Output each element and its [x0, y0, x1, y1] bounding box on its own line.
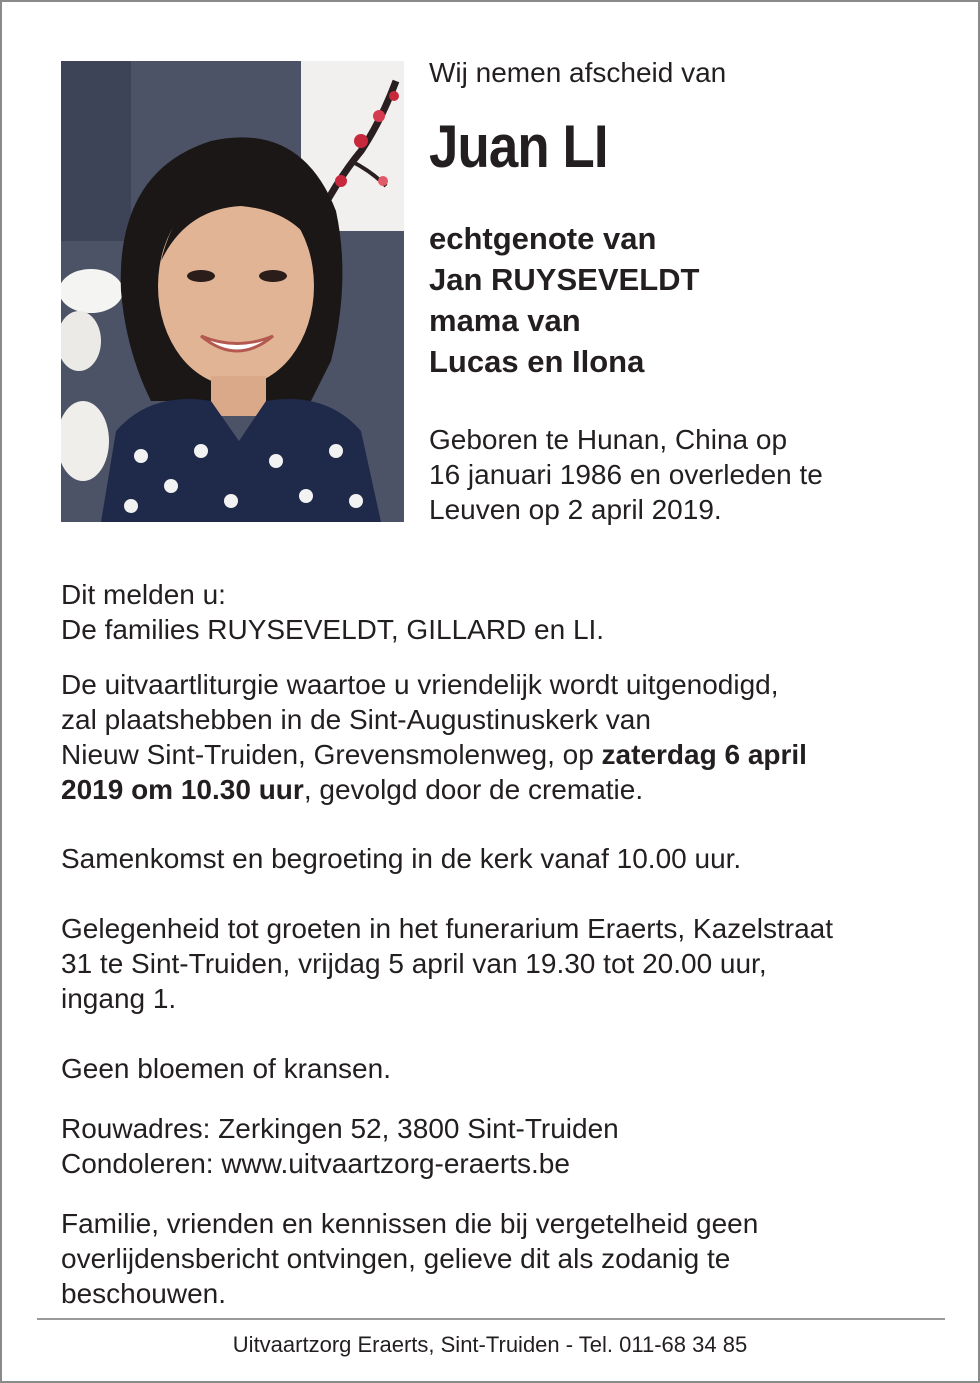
visiting-line: ingang 1.: [61, 983, 177, 1014]
condolence-website: Condoleren: www.uitvaartzorg-eraerts.be: [61, 1148, 570, 1179]
funeral-line: zal plaatshebben in de Sint-Augustinuskerk van: [61, 704, 651, 735]
funeral-line: De uitvaartliturgie waartoe u vriendelijk wordt uitgenodigd,: [61, 669, 779, 700]
funeral-line: [61, 737, 941, 772]
announce-line: Dit melden u:: [61, 579, 226, 610]
funeral-text: , gevolgd door de crematie.: [303, 774, 644, 805]
closing-note: [61, 1206, 941, 1311]
funeral-text: Nieuw Sint-Truiden, Grevensmolenweg, op: [61, 739, 602, 770]
intro-text: Wij nemen afscheid van: [429, 57, 727, 88]
closing-line: Familie, vrienden en kennissen die bij vergetelheid geen: [61, 1208, 759, 1239]
birth-line: Leuven op 2 april 2019.: [429, 494, 722, 525]
visiting-info: [61, 911, 941, 1016]
funeral-info: [61, 667, 941, 807]
closing-line: overlijdensbericht ontvingen, gelieve dit als zodanig te: [61, 1243, 731, 1274]
birth-line: Geboren te Hunan, China op: [429, 424, 788, 455]
flowers-line: Geen bloemen of kransen.: [61, 1053, 391, 1084]
footer-funeral-home: Uitvaartzorg Eraerts, Sint-Truiden - Tel. 011-68 34 85: [232, 1332, 748, 1357]
funeral-line: [61, 772, 941, 807]
mourning-address: Rouwadres: Zerkingen 52, 3800 Sint-Truiden: [61, 1113, 619, 1144]
deceased-name: Juan LI: [429, 113, 608, 180]
footer-divider: [37, 1318, 945, 1320]
funeral-date: zaterdag 6 april: [601, 739, 807, 770]
portrait-photo: [61, 61, 404, 522]
announcers: [61, 577, 941, 647]
flowers-note: [61, 1051, 941, 1086]
contact-info: [61, 1111, 941, 1181]
relation-line: echtgenote van: [429, 221, 657, 256]
visiting-line: Gelegenheid tot groeten in het funerarium Eraerts, Kazelstraat: [61, 913, 833, 944]
gathering-line: Samenkomst en begroeting in de kerk vanaf 10.00 uur.: [61, 843, 742, 874]
announce-line: De families RUYSEVELDT, GILLARD en LI.: [61, 614, 605, 645]
birth-death-info: [429, 422, 949, 527]
announcement-body: [61, 577, 941, 1311]
header-column: [429, 54, 949, 527]
relation-line: Lucas en Ilona: [429, 344, 645, 379]
relation-line: mama van: [429, 303, 581, 338]
visiting-line: 31 te Sint-Truiden, vrijdag 5 april van 19.30 tot 20.00 uur,: [61, 948, 767, 979]
relation-line: Jan RUYSEVELDT: [429, 262, 700, 297]
gathering-info: [61, 841, 941, 876]
relations: [429, 218, 949, 382]
birth-line: 16 januari 1986 en overleden te: [429, 459, 823, 490]
funeral-time: 2019 om 10.30 uur: [61, 774, 304, 805]
closing-line: beschouwen.: [61, 1278, 227, 1309]
